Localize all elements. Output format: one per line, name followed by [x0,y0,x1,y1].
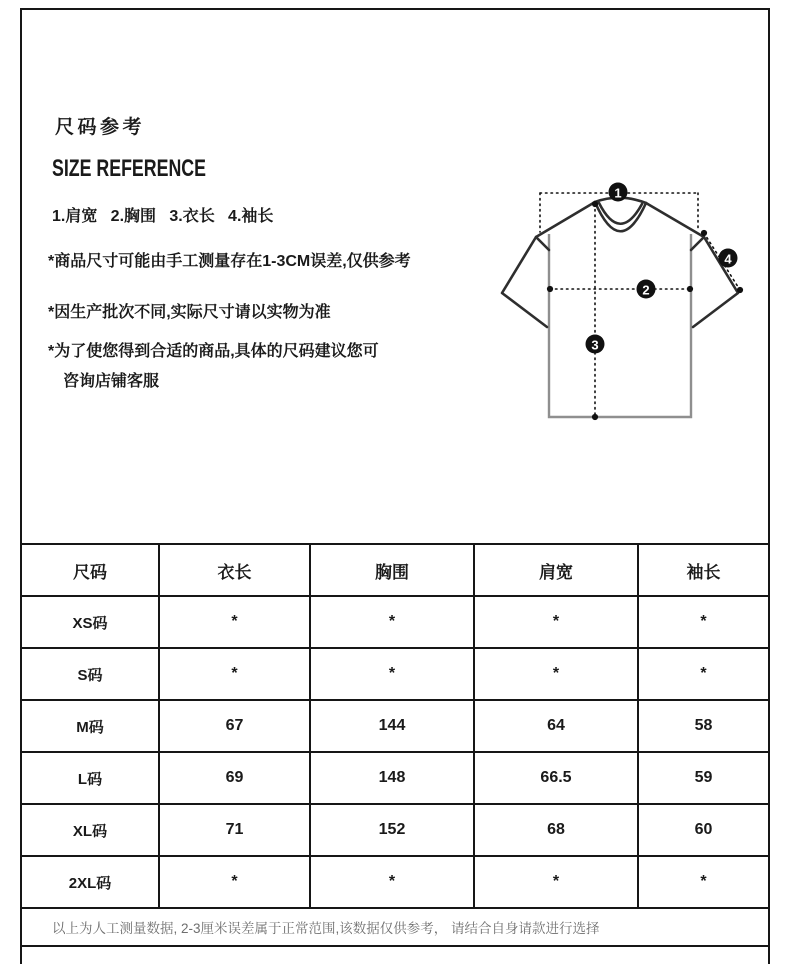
size-value: * [474,596,638,648]
table-row-2xl [21,856,769,908]
column-header-shoulder: 肩宽 [474,544,638,596]
marker-3-label: 3 [591,337,599,353]
size-table-header-row [21,544,769,596]
size-value: * [159,856,310,908]
measurement-legend: 1.肩宽 2.胸围 3.衣长 4.袖长 [52,208,274,225]
table-row-xs [21,596,769,648]
size-value: 68 [474,804,638,856]
size-label: XS码 [21,596,159,648]
note-measure-tolerance: *商品尺寸可能由手工测量存在1-3CM误差,仅供参考 [48,253,411,270]
size-value: 67 [159,700,310,752]
table-footnote: 以上为人工测量数据, 2-3厘米误差属于正常范围,该数据仅供参考， 请结合自身请款进行选择 [21,908,769,946]
size-label: XL码 [21,804,159,856]
table-row-l [21,752,769,804]
tshirt-silhouette [502,198,738,327]
table-row-xl [21,804,769,856]
size-value: 59 [638,752,769,804]
size-label: L码 [21,752,159,804]
size-value: 69 [159,752,310,804]
note-consult-line2: 咨询店铺客服 [63,373,160,390]
note-batch-difference: *因生产批次不同,实际尺寸请以实物为准 [48,304,331,321]
size-label: 2XL码 [21,856,159,908]
size-value: * [310,648,474,700]
size-value: * [638,648,769,700]
marker-4-label: 4 [724,251,732,267]
column-header-size: 尺码 [21,544,159,596]
size-value: 152 [310,804,474,856]
marker-2-label: 2 [642,282,650,298]
size-value: * [638,856,769,908]
size-value: * [310,856,474,908]
size-value: 58 [638,700,769,752]
table-footnote-row [21,908,769,946]
size-table [20,543,770,947]
size-value: 71 [159,804,310,856]
tshirt-measurement-diagram [485,176,775,432]
page-subtitle: SIZE REFERENCE [52,155,206,182]
marker-badges [586,183,738,354]
table-row-m [21,700,769,752]
size-value: * [474,856,638,908]
column-header-length: 衣长 [159,544,310,596]
table-row-s [21,648,769,700]
tshirt-body-outline [549,234,691,417]
column-header-chest: 胸围 [310,544,474,596]
size-value: 66.5 [474,752,638,804]
size-label: M码 [21,700,159,752]
size-value: 64 [474,700,638,752]
size-value: * [474,648,638,700]
size-value: * [310,596,474,648]
size-value: 60 [638,804,769,856]
page-title: 尺码参考 [55,117,146,138]
marker-1-label: 1 [614,185,622,201]
size-value: * [159,596,310,648]
size-value: * [159,648,310,700]
size-value: 148 [310,752,474,804]
measurement-dotted-lines [540,193,740,417]
size-value: 144 [310,700,474,752]
column-header-sleeve: 袖长 [638,544,769,596]
size-label: S码 [21,648,159,700]
note-consult-line1: *为了使您得到合适的商品,具体的尺码建议您可 [48,343,379,360]
size-value: * [638,596,769,648]
